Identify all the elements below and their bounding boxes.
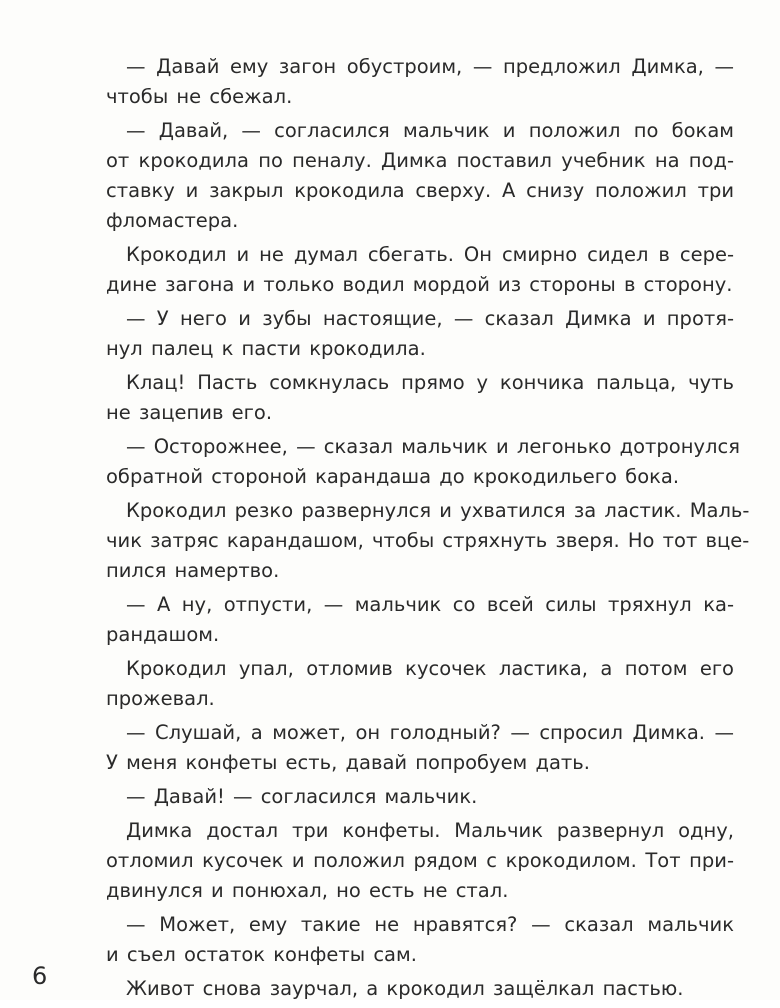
text-line: Клац! Пасть сомкнулась прямо у кончика пальца, чуть xyxy=(126,371,734,394)
text-line: чик затряс карандашом, чтобы стряхнуть зверя. Но тот вце- xyxy=(106,529,750,552)
text-line: пился намертво. xyxy=(106,559,280,582)
text-line: двинулся и понюхал, но есть не стал. xyxy=(106,879,509,902)
paragraph xyxy=(84,304,734,364)
text-line: фломастера. xyxy=(106,209,239,232)
paragraph xyxy=(84,240,734,300)
text-line: Крокодил и не думал сбегать. Он смирно сидел в сере- xyxy=(126,243,734,266)
text-line: Крокодил упал, отломив кусочек ластика, а потом его xyxy=(126,657,734,680)
paragraph xyxy=(84,496,750,586)
text-line: — Давай ему загон обустроим, — предложил Димка, — xyxy=(126,55,734,78)
text-line: дине загона и только водил мордой из стороны в сторону. xyxy=(106,273,733,296)
text-line: не зацепив его. xyxy=(106,401,273,424)
paragraph xyxy=(84,654,734,714)
paragraph xyxy=(84,368,734,428)
text-line: Димка достал три конфеты. Мальчик развернул одну, xyxy=(126,819,734,842)
text-line: — Может, ему такие не нравятся? — сказал мальчик xyxy=(126,913,734,936)
text-line: Живот снова заурчал, а крокодил защёлкал пастью. xyxy=(126,977,684,1000)
story-text xyxy=(84,52,750,1008)
text-line: и съел остаток конфеты сам. xyxy=(106,943,417,966)
text-line: Крокодил резко развернулся и ухватился за ластик. Маль- xyxy=(126,499,750,522)
text-line: от крокодила по пеналу. Димка поставил учебник на под- xyxy=(106,149,734,172)
text-line: отломил кусочек и положил рядом с крокодилом. Тот при- xyxy=(106,849,734,872)
paragraph xyxy=(84,590,734,650)
text-line: — Осторожнее, — сказал мальчик и легонько дотронулся xyxy=(126,435,740,458)
text-line: прожевал. xyxy=(106,687,215,710)
paragraph xyxy=(84,816,734,906)
text-line: чтобы не сбежал. xyxy=(106,85,293,108)
text-line: — У него и зубы настоящие, — сказал Димка и протя- xyxy=(126,307,734,330)
text-line: ставку и закрыл крокодила сверху. А снизу положил три xyxy=(106,179,734,202)
paragraph xyxy=(84,52,734,112)
text-line: — А ну, отпусти, — мальчик со всей силы тряхнул ка- xyxy=(126,593,734,616)
text-line: — Давай! — согласился мальчик. xyxy=(126,785,478,808)
text-line: — Давай, — согласился мальчик и положил по бокам xyxy=(126,119,734,142)
page-number: 6 xyxy=(32,962,48,990)
paragraph xyxy=(84,910,734,970)
text-line: нул палец к пасти крокодила. xyxy=(106,337,426,360)
text-line: У меня конфеты есть, давай попробуем дать. xyxy=(106,751,590,774)
paragraph xyxy=(84,718,734,778)
text-line: обратной стороной карандаша до крокодильего бока. xyxy=(106,465,680,488)
paragraph xyxy=(84,432,740,492)
text-line: рандашом. xyxy=(106,623,220,646)
paragraph xyxy=(84,782,734,812)
text-line: — Слушай, а может, он голодный? — спросил Димка. — xyxy=(126,721,734,744)
paragraph xyxy=(84,116,734,236)
